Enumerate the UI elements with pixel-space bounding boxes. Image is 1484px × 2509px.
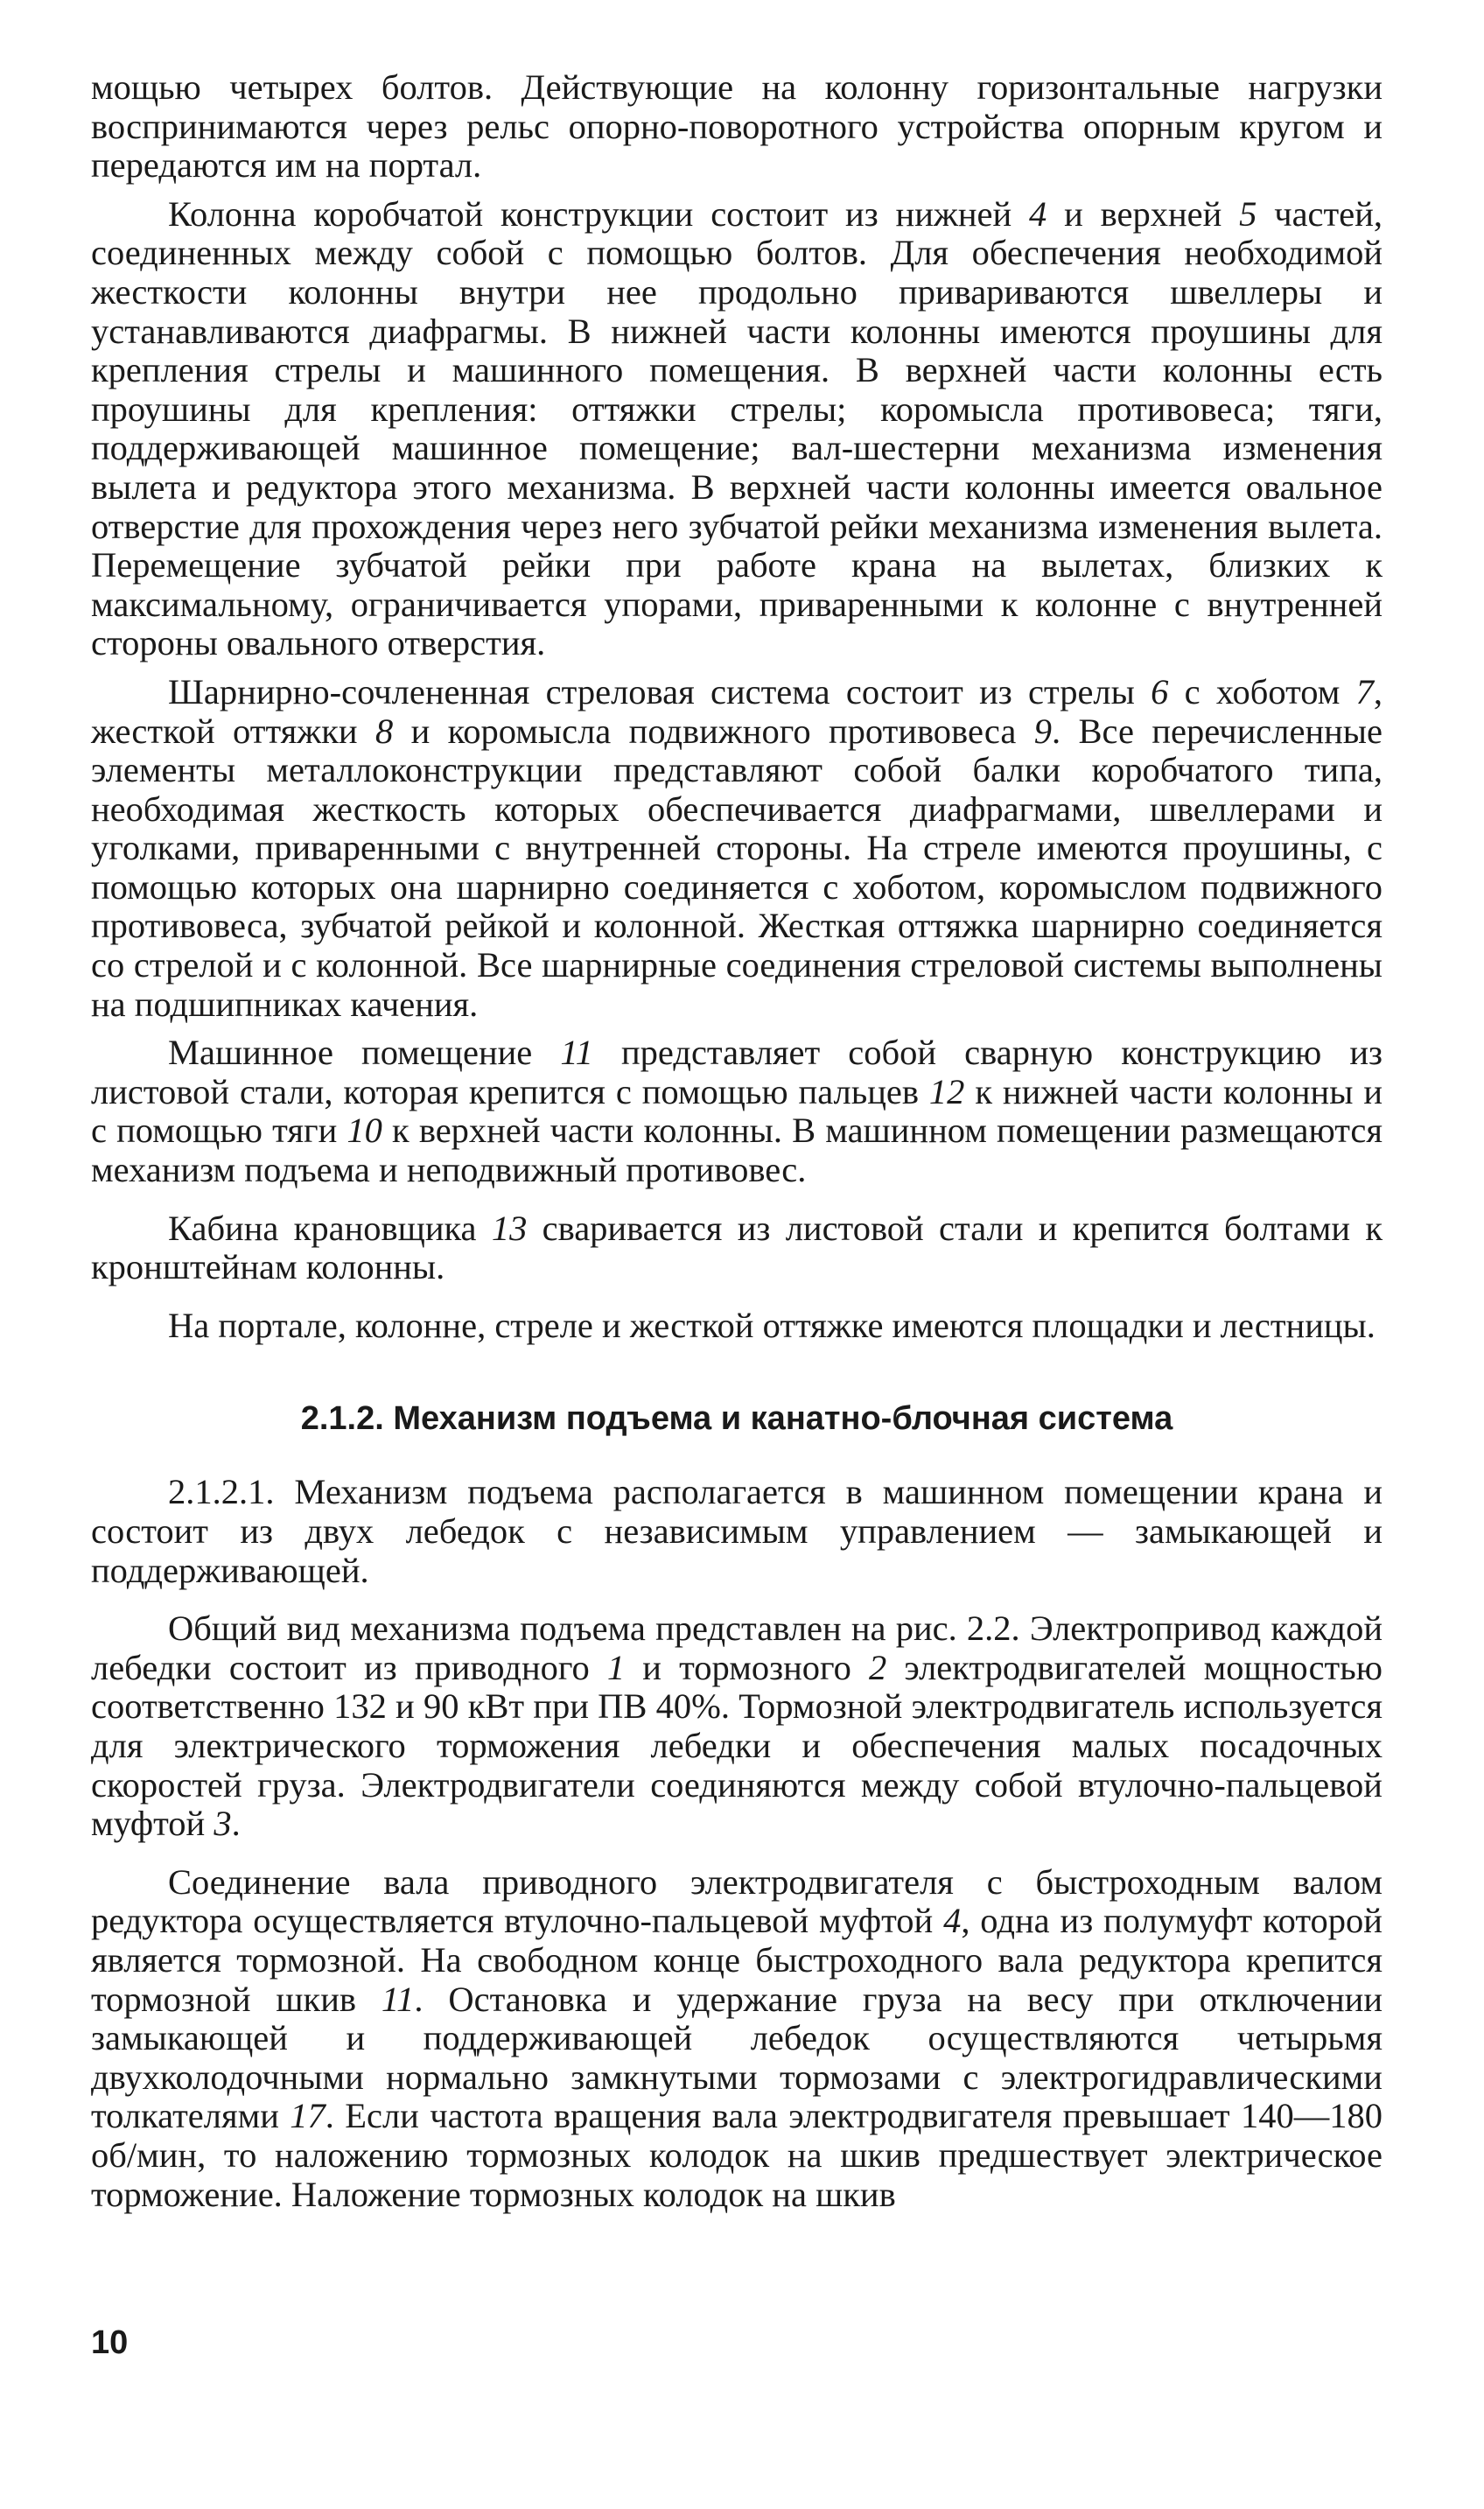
- reference-number: 5: [1239, 193, 1257, 234]
- text-run: . Все перечисленные элементы металлоконструкции представляют собой балки коробчатого типа, необходимая жесткость которых обеспечивается диафрагмами, швеллерами и уголками, приваренными с внутренней стороны. На стреле имеются проушины, с помощью которых она шарнирно соединяется с хоботом, коромыслом подвижного противовеса, зубчатой рейкой и колонной. Жесткая оттяжка шарнирно соединяется со стрелой и с колонной. Все шарнирные соединения стреловой системы выполнены на подшипниках качения.: [91, 711, 1382, 1024]
- reference-number: 12: [928, 1071, 965, 1111]
- reference-number: 10: [346, 1111, 382, 1151]
- text-run: , жесткой оттяжки: [91, 671, 1382, 751]
- paragraph-p9: [91, 1863, 1382, 2214]
- text-run: и коромысла подвижного противовеса: [393, 711, 1034, 751]
- text-run: с хоботом: [1168, 671, 1356, 711]
- reference-number: 9: [1033, 711, 1053, 751]
- reference-number: 2: [869, 1647, 887, 1687]
- reference-number: 3: [214, 1804, 232, 1844]
- reference-number: 11: [381, 1979, 415, 2019]
- paragraph-p4: [91, 1034, 1382, 1189]
- text-run: к верхней части колонны. В машинном помещении размещаются механизм подъема и неподвижный противовес.: [91, 1111, 1382, 1190]
- text-run: , одна из полумуфт которой является тормозной. На свободном конце быстроходного вала редуктора крепится тормозной шкив: [91, 1901, 1382, 2019]
- text-run: . Остановка и удержание груза на весу при отключении замыкающей и поддерживающей лебедок осуществляются четырьмя двухколодочными нормально замкнутыми тормозами с электрогидравлическими толкателями: [91, 1979, 1382, 2136]
- text-run: сваривается из листовой стали и крепится болтами к кронштейнам колонны.: [91, 1208, 1382, 1287]
- section-heading: 2.1.2. Механизм подъема и канатно-блочная система: [300, 1400, 1173, 1438]
- paragraph-p3: [91, 673, 1382, 1024]
- paragraph-p2: [91, 195, 1382, 663]
- reference-number: 11: [560, 1033, 593, 1073]
- text-block-before-heading: [91, 68, 1382, 1345]
- reference-number: 8: [374, 711, 394, 751]
- page-number: 10: [91, 2324, 129, 2361]
- text-run: . Если частота вращения вала электродвигателя превышает 140—180 об/мин, то наложению тормозных колодок на шкив предшествует электрическое торможение. Наложение тормозных колодок на шкив: [91, 2096, 1382, 2214]
- document-page: [91, 68, 1382, 2214]
- text-run: представляет собой сварную конструкцию из листовой стали, которая крепится с помощью пальцев: [91, 1033, 1382, 1111]
- text-run: Шарнирно-сочлененная стреловая система состоит из стрелы: [168, 671, 1152, 711]
- reference-number: 4: [943, 1901, 962, 1941]
- reference-number: 6: [1151, 671, 1169, 711]
- paragraph-p1: [91, 68, 1382, 186]
- text-run: Машинное помещение: [168, 1033, 561, 1073]
- text-run: и верхней: [1046, 193, 1240, 234]
- text-run: На портале, колонне, стреле и жесткой оттяжке имеются площадки и лестницы.: [168, 1305, 1376, 1345]
- reference-number: 4: [1029, 193, 1047, 234]
- text-block-after-heading: [91, 1473, 1382, 2214]
- text-run: .: [231, 1804, 241, 1844]
- text-run: 2.1.2.1. Механизм подъема располагается в машинном помещении крана и состоит из двух лебедок с независимым управлением — замыкающей и поддерживающей.: [91, 1472, 1382, 1590]
- text-run: Соединение вала приводного электродвигателя с быстроходным валом редуктора осуществляется втулочно-пальцевой муфтой: [91, 1861, 1382, 1941]
- text-run: Колонна коробчатой конструкции состоит из нижней: [168, 193, 1030, 234]
- reference-number: 17: [290, 2096, 326, 2136]
- reference-number: 1: [606, 1647, 626, 1687]
- text-run: к нижней части колонны и с помощью тяги: [91, 1071, 1382, 1151]
- text-run: и тормозного: [625, 1647, 870, 1687]
- text-run: мощью четырех болтов. Действующие на колонну горизонтальные нагрузки воспринимаются через рельс опорно-поворотного устройства опорным кругом и передаются им на портал.: [91, 67, 1382, 186]
- paragraph-p8: [91, 1609, 1382, 1844]
- text-run: Общий вид механизма подъема представлен на рис. 2.2. Электропривод каждой лебедки состоит из приводного: [91, 1608, 1382, 1687]
- paragraph-p5: [91, 1209, 1382, 1287]
- reference-number: 7: [1355, 671, 1374, 711]
- text-run: частей, соединенных между собой с помощью болтов. Для обеспечения необходимой жесткости колонны внутри нее продольно привариваются швеллеры и устанавливаются диафрагмы. В нижней части колонны имеются проушины для крепления стрелы и машинного помещения. В верхней части колонны есть проушины для крепления: оттяжки стрелы; коромысла противовеса; тяги, поддерживающей машинное помещение; вал-шестерни механизма изменения вылета и редуктора этого механизма. В верхней части колонны имеется овальное отверстие для прохождения через него зубчатой рейки механизма изменения вылета. Перемещение зубчатой рейки при работе крана на вылетах, близких к максимальному, ограничивается упорами, приваренными к колонне с внутренней стороны овального отверстия.: [91, 193, 1383, 663]
- paragraph-p6: [91, 1307, 1382, 1346]
- text-run: Кабина крановщика: [168, 1208, 492, 1248]
- text-run: электродвигателей мощностью соответственно 132 и 90 кВт при ПВ 40%. Тормозной электродвигатель используется для электрического торможения лебедки и обеспечения малых посадочных скоростей груза. Электродвигатели соединяются между собой втулочно-пальцевой муфтой: [91, 1647, 1382, 1844]
- paragraph-p7: [91, 1473, 1382, 1590]
- reference-number: 13: [491, 1208, 528, 1248]
